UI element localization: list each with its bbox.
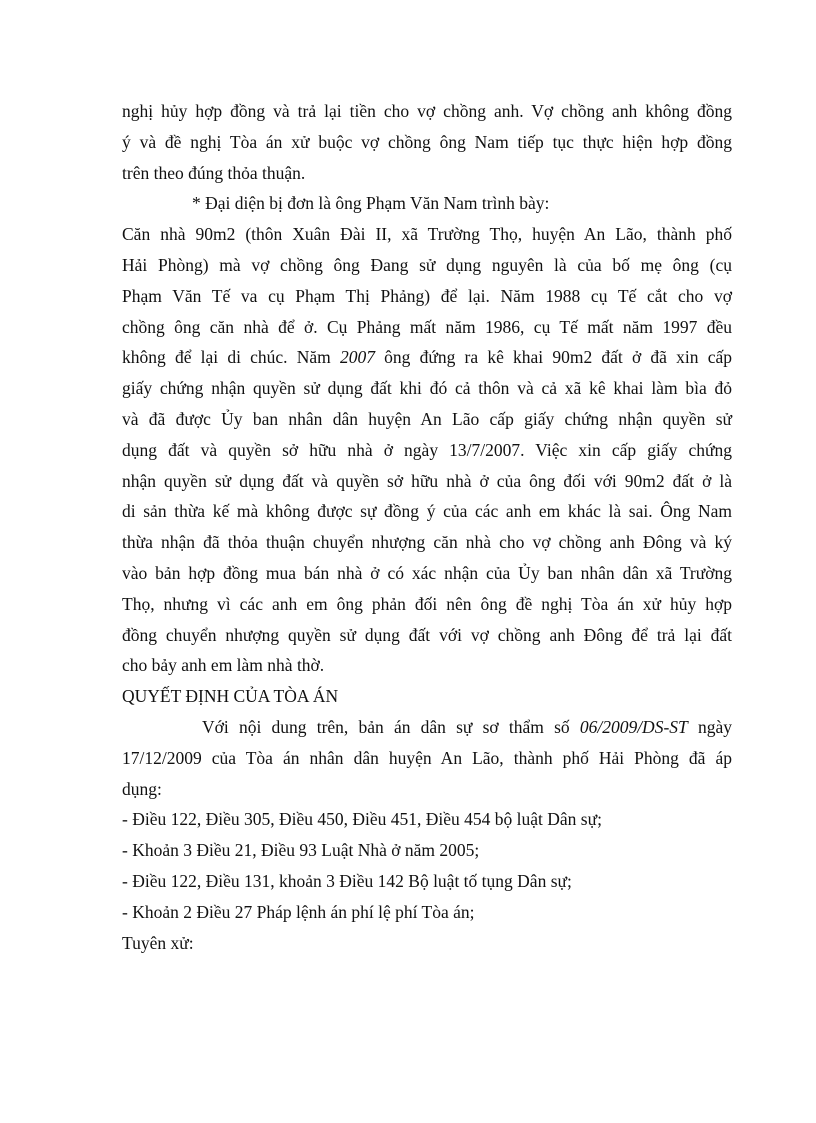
paragraph-defendant-statement xyxy=(122,219,732,681)
text-line: di sản thừa kế mà không được sự đồng ý của các anh em khác là sai. Ông Nam xyxy=(122,501,732,522)
text-line: nhận quyền sử dụng đất và quyền sở hữu nhà ở của ông đối với 90m2 đất ở là xyxy=(122,470,732,491)
list-item: - Khoản 3 Điều 21, Điều 93 Luật Nhà ở năm 2005; xyxy=(122,840,480,861)
section-heading: QUYẾT ĐỊNH CỦA TÒA ÁN xyxy=(122,686,339,707)
text-line: Phạm Văn Tế va cụ Phạm Thị Phảng) để lại. Năm 1988 cụ Tế cắt cho vợ xyxy=(122,285,732,306)
list-item: - Điều 122, Điều 131, khoản 3 Điều 142 Bộ luật tố tụng Dân sự; xyxy=(122,870,572,891)
text-line xyxy=(122,712,732,743)
year-italic: 2007 xyxy=(339,347,375,368)
text-span: không để lại di chúc. Năm xyxy=(122,347,340,368)
paragraph-court-decision xyxy=(122,712,732,804)
text-line: Thọ, nhưng vì các anh em ông phản đối nên ông đề nghị Tòa án xử hủy hợp xyxy=(122,593,732,614)
applied-law-list xyxy=(122,804,732,927)
text-line: trên theo đúng thỏa thuận. xyxy=(122,162,306,183)
text-line: Căn nhà 90m2 (thôn Xuân Đài II, xã Trường Thọ, huyện An Lão, thành phố xyxy=(122,224,732,245)
text-line: ý và đề nghị Tòa án xử buộc vợ chồng ông Nam tiếp tục thực hiện hợp đồng xyxy=(122,131,732,152)
text-span: Với nội dung trên, bản án dân sự sơ thẩm số xyxy=(202,716,580,737)
verdict-label: Tuyên xử: xyxy=(122,932,194,953)
text-line: dụng: xyxy=(122,778,162,799)
text-span: ngày xyxy=(687,716,732,737)
text-line: giấy chứng nhận quyền sử dụng đất khi đó cả thôn và cả xã kê khai làm bìa đỏ xyxy=(122,378,732,399)
list-item: - Điều 122, Điều 305, Điều 450, Điều 451, Điều 454 bộ luật Dân sự; xyxy=(122,809,602,830)
paragraph-request xyxy=(122,96,732,188)
text-line: vào bản hợp đồng mua bán nhà ở có xác nhận của Ủy ban nhân dân xã Trường xyxy=(122,562,732,583)
text-line: và đã được Ủy ban nhân dân huyện An Lão cấp giấy chứng nhận quyền sử xyxy=(122,408,732,429)
text-line: 17/12/2009 của Tòa án nhân dân huyện An Lão, thành phố Hải Phòng đã áp xyxy=(122,747,732,768)
text-span: ông đứng ra kê khai 90m2 đất ở đã xin cấp xyxy=(374,347,732,368)
text-line: dụng đất và quyền sở hữu nhà ở ngày 13/7/2007. Việc xin cấp giấy chứng xyxy=(122,439,732,460)
text-line: đồng chuyển nhượng quyền sử dụng đất với vợ chồng anh Đông để trả lại đất xyxy=(122,624,732,645)
defendant-statement-intro: * Đại diện bị đơn là ông Phạm Văn Nam trình bày: xyxy=(192,193,550,214)
text-line: cho bảy anh em làm nhà thờ. xyxy=(122,655,325,676)
text-line xyxy=(122,342,732,373)
text-line: nghị hủy hợp đồng và trả lại tiền cho vợ chồng anh. Vợ chồng anh không đồng xyxy=(122,101,732,121)
judgment-reference: 06/2009/DS-ST xyxy=(579,716,688,737)
text-line: chồng ông căn nhà để ở. Cụ Phảng mất năm 1986, cụ Tế mất năm 1997 đều xyxy=(122,316,732,337)
text-line: thừa nhận đã thỏa thuận chuyển nhượng căn nhà cho vợ chồng anh Đông và ký xyxy=(122,532,732,553)
text-line: Hải Phòng) mà vợ chồng ông Đang sử dụng nguyên là của bố mẹ ông (cụ xyxy=(122,254,732,275)
list-item: - Khoản 2 Điều 27 Pháp lệnh án phí lệ phí Tòa án; xyxy=(122,901,475,922)
